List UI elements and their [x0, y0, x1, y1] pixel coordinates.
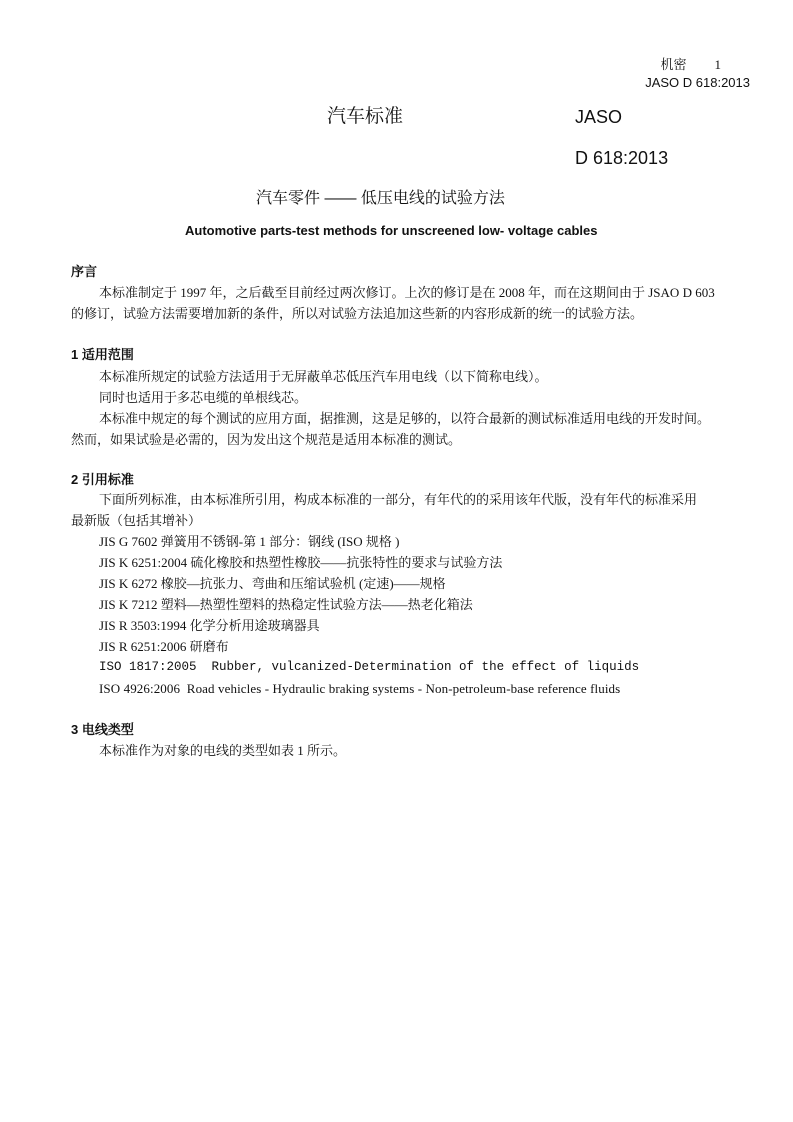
paragraph-line: 本标准制定于 1997 年，之后截至目前经过两次修订。上次的修订是在 2008 年，而在这期间由于 JSAO D 603: [99, 285, 715, 300]
paragraph-line: 最新版（包括其增补）: [71, 513, 202, 528]
section-heading: 3 电线类型: [71, 722, 134, 737]
paragraph-line: 然而，如果试验是必需的，因为发出这个规范是适用本标准的测试。: [71, 432, 462, 447]
confidential-label: [660, 58, 721, 71]
standard-number: D 618:2013: [575, 148, 669, 168]
paragraph-line: 本标准作为对象的电线的类型如表 1 所示。: [99, 743, 347, 758]
section-heading: 1 适用范围: [71, 347, 134, 362]
reference-item: ISO 4926:2006 Road vehicles - Hydraulic braking systems - Non-petroleum-base reference fluids: [99, 681, 621, 696]
reference-item: JIS K 6251:2004 硫化橡胶和热塑性橡胶——抗张特性的要求与试验方法: [99, 555, 503, 570]
reference-item: JIS G 7602 弹簧用不锈钢-第 1 部分：钢线 (ISO 规格 ): [99, 534, 400, 549]
section-heading: 2 引用标准: [71, 472, 134, 487]
paragraph-line: 本标准中规定的每个测试的应用方面，据推测，这是足够的，以符合最新的测试标准适用电线的开发时间。: [99, 411, 711, 426]
page-number: 1: [714, 57, 721, 72]
reference-item: JIS K 7212 塑料—热塑性塑料的热稳定性试验方法——热老化箱法: [99, 597, 473, 612]
doc-code: JASO D 618:2013: [645, 75, 750, 90]
title-cn: 汽车零件 —— 低压电线的试验方法: [256, 190, 505, 207]
paragraph-line: 下面所列标准，由本标准所引用，构成本标准的一部分，有年代的的采用该年代版，没有年代的标准采用: [99, 492, 698, 507]
paragraph-line: 的修订，试验方法需要增加新的条件，所以对试验方法追加这些新的内容形成新的统一的试验方法。: [71, 306, 644, 321]
standard-org: JASO: [575, 107, 623, 127]
reference-item: JIS R 6251:2006 研磨布: [99, 639, 229, 654]
confidential-text: 机密: [660, 57, 687, 72]
section-heading: 序言: [71, 264, 98, 279]
standard-category: 汽车标准: [327, 106, 404, 127]
paragraph-line: 本标准所规定的试验方法适用于无屏蔽单芯低压汽车用电线（以下简称电线）。: [99, 369, 548, 384]
title-en: Automotive parts-test methods for unscreened low- voltage cables: [185, 223, 598, 238]
reference-item: JIS K 6272 橡胶—抗张力、弯曲和压缩试验机 (定速)——规格: [99, 576, 446, 591]
paragraph-line: 同时也适用于多芯电缆的单根线芯。: [99, 390, 308, 405]
reference-item: ISO 1817:2005 Rubber, vulcanized-Determination of the effect of liquids: [99, 660, 640, 674]
reference-item: JIS R 3503:1994 化学分析用途玻璃器具: [99, 618, 320, 633]
